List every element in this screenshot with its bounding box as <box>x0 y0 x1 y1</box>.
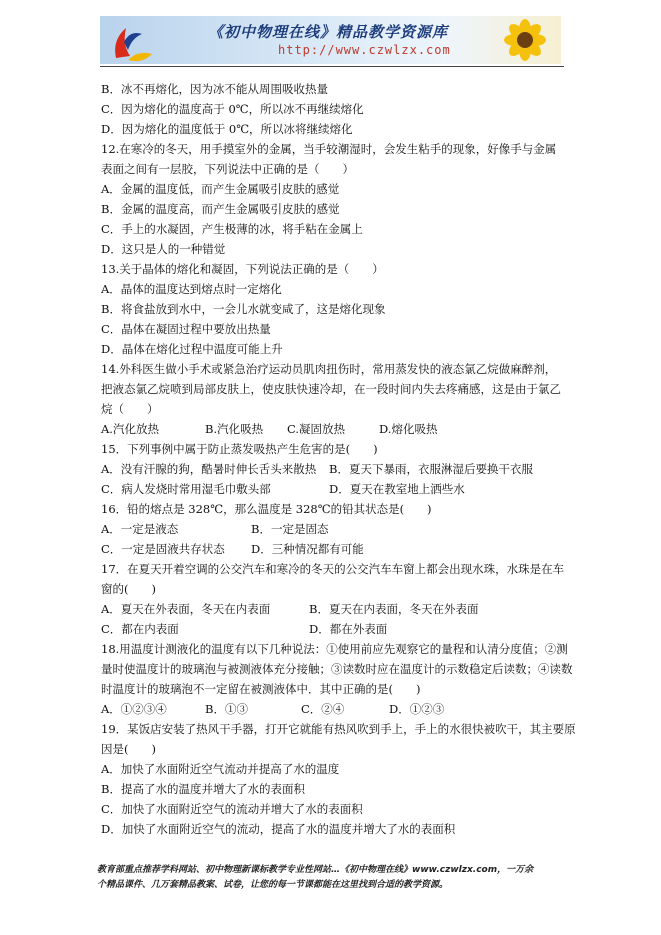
q18-option-a: A．①②③④ <box>101 702 167 716</box>
q15-option-d: D．夏天在教室地上洒些水 <box>329 482 465 496</box>
q12-stem: 表面之间有一层胶，下列说法中正确的是（ ） <box>101 162 354 176</box>
q16-option-d: D．三种情况都有可能 <box>251 542 364 556</box>
q15-option-a: A．没有汗腺的狗，酷暑时伸长舌头来散热 <box>101 462 317 476</box>
q14-stem: 烷（ ） <box>101 402 159 416</box>
q13-option-d: D．晶体在熔化过程中温度可能上升 <box>101 342 283 356</box>
q15-stem: 15．下列事例中属于防止蒸发吸热产生危害的是( ) <box>101 442 378 456</box>
q18-option-d: D．①②③ <box>389 702 445 716</box>
q15-options-row1 <box>101 459 571 479</box>
q12-option-a: A．金属的温度低，而产生金属吸引皮肤的感觉 <box>101 182 340 196</box>
q18-stem: 量时使温度计的玻璃泡与被测液体充分接触；③读数时应在温度计的示数稳定后读数；④读数 <box>101 662 573 676</box>
footer-line: 个精品课件、几万套精品教案、试卷，让您的每一节课都能在这里找到合适的教学资源。 <box>97 880 449 890</box>
q11-option-b: B．冰不再熔化，因为冰不能从周围吸收热量 <box>101 82 328 96</box>
q13-option-b: B．将食盐放到水中，一会儿水就变咸了，这是熔化现象 <box>101 302 386 316</box>
q16-option-a: A．一定是液态 <box>101 522 179 536</box>
sunflower-icon <box>487 16 557 64</box>
q13-option-c: C．晶体在凝固过程中要放出热量 <box>101 322 271 336</box>
q19-option-a: A．加快了水面附近空气流动并提高了水的温度 <box>101 762 340 776</box>
q17-option-b: B．夏天在内表面，冬天在外表面 <box>309 602 479 616</box>
q16-option-c: C．一定是固液共存状态 <box>101 542 225 556</box>
q14-options <box>101 419 571 439</box>
q18-stem: 时温度计的玻璃泡不一定留在被测液体中．其中正确的是( ) <box>101 682 421 696</box>
q17-stem: 窗的( ) <box>101 582 156 596</box>
q14-option-b: B.汽化吸热 <box>205 422 264 436</box>
q19-option-c: C．加快了水面附近空气的流动并增大了水的表面积 <box>101 802 363 816</box>
page-footer <box>97 863 567 893</box>
q14-option-a: A.汽化放热 <box>101 422 159 436</box>
q19-option-d: D．加快了水面附近空气的流动，提高了水的温度并增大了水的表面积 <box>101 822 456 836</box>
q16-stem: 16．铅的熔点是 328℃，那么温度是 328℃的铅其状态是( ) <box>101 502 432 516</box>
q12-stem: 12.在寒冷的冬天，用手摸室外的金属，当手较潮湿时，会发生粘手的现象，好像手与金属 <box>101 142 557 156</box>
q15-options-row2 <box>101 479 571 499</box>
q16-options-row2 <box>101 539 571 559</box>
q16-option-b: B．一定是固态 <box>251 522 329 536</box>
footer-line: 教育部重点推荐学科网站、初中物理新课标教学专业性网站…《初中物理在线》www.czwlzx.com，一万余 <box>97 865 534 875</box>
q14-stem: 把液态氯乙烷喷到局部皮肤上，使皮肤快速冷却，在一段时间内失去疼痛感，这是由于氯乙 <box>101 382 561 396</box>
q16-options-row1 <box>101 519 571 539</box>
q18-stem: 18.用温度计测液化的温度有以下几种说法：①使用前应先观察它的量程和认清分度值；②测 <box>101 642 568 656</box>
q15-option-c: C．病人发烧时常用湿毛巾敷头部 <box>101 482 271 496</box>
q17-option-d: D．都在外表面 <box>309 622 388 636</box>
q14-stem: 14.外科医生做小手术或紧急治疗运动员肌肉扭伤时，常用蒸发快的液态氯乙烷做麻醉剂， <box>101 362 557 376</box>
q14-option-c: C.凝固放热 <box>287 422 346 436</box>
q13-stem: 13.关于晶体的熔化和凝固，下列说法正确的是（ ） <box>101 262 384 276</box>
q19-option-b: B．提高了水的温度并增大了水的表面积 <box>101 782 305 796</box>
q14-option-d: D.熔化吸热 <box>379 422 438 436</box>
q17-option-a: A．夏天在外表面，冬天在内表面 <box>101 602 271 616</box>
question-content <box>101 79 576 839</box>
q12-option-d: D．这只是人的一种错觉 <box>101 242 226 256</box>
q12-option-b: B．金属的温度高，而产生金属吸引皮肤的感觉 <box>101 202 340 216</box>
q18-option-b: B．①③ <box>205 702 248 716</box>
header-divider <box>100 66 564 67</box>
q18-options <box>101 699 571 719</box>
q12-option-c: C．手上的水凝固，产生极薄的冰，将手粘在金属上 <box>101 222 363 236</box>
q17-stem: 17．在夏天开着空调的公交汽车和寒冷的冬天的公交汽车车窗上都会出现水珠，水珠是在车 <box>101 562 565 576</box>
q17-option-c: C．都在内表面 <box>101 622 179 636</box>
q17-options-row2 <box>101 619 571 639</box>
q19-stem: 因是( ) <box>101 742 156 756</box>
q11-option-c: C．因为熔化的温度高于 0℃，所以冰不再继续熔化 <box>101 102 364 116</box>
q11-option-d: D．因为熔化的温度低于 0℃，所以冰将继续熔化 <box>101 122 353 136</box>
site-logo-icon <box>108 20 158 64</box>
q13-option-a: A．晶体的温度达到熔点时一定熔化 <box>101 282 282 296</box>
site-title: 《初中物理在线》精品教学资源库 <box>208 23 449 41</box>
site-url[interactable]: http://www.czwlzx.com <box>278 43 451 57</box>
header-banner <box>100 16 561 64</box>
q18-option-c: C．②④ <box>301 702 345 716</box>
q17-options-row1 <box>101 599 571 619</box>
q19-stem: 19．某饭店安装了热风干手器，打开它就能有热风吹到手上，手上的水很快被吹干，其主要原 <box>101 722 576 736</box>
q15-option-b: B．夏天下暴雨，衣服淋湿后要换干衣服 <box>329 462 533 476</box>
